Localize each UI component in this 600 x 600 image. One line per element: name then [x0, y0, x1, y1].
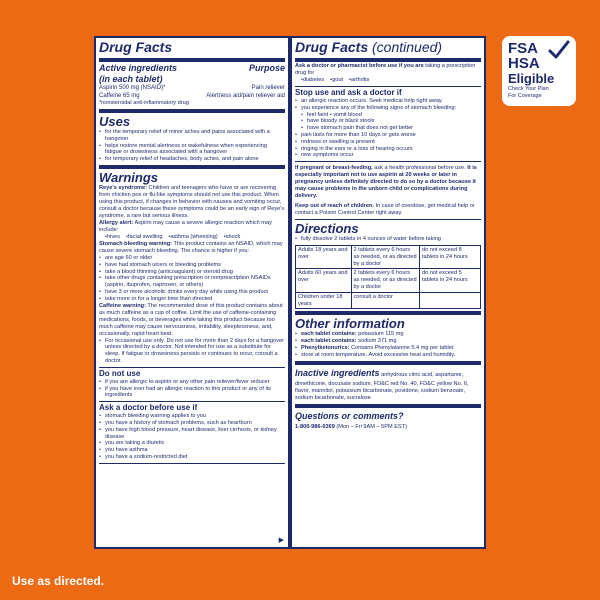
list-item: • you are taking a diuretic [99, 440, 285, 447]
table-cell: 2 tablets every 6 hours as needed, or as directed by a doctor [351, 269, 419, 292]
list-item: • facial swelling [126, 234, 162, 241]
ask-doctor-title: Ask a doctor before use if [99, 403, 198, 413]
other-info-bold: each tablet contains: [301, 331, 357, 338]
table-cell: Adults 60 years and over [296, 269, 352, 292]
list-item: • take more or for a longer time than directed [99, 296, 285, 303]
list-item: • shock [224, 234, 241, 241]
ask-pharmacist-rest: taking a prescription drug for [295, 63, 476, 76]
list-item: • you have a sodium-restricted diet [99, 454, 285, 461]
list-item: • helps restore mental alertness or wakefulness when experiencing fatigue or drowsiness associated with a hangover [99, 143, 285, 157]
stomach-text: This product contains an NSAID, which may cause severe stomach bleeding. The chance is higher if you: [99, 240, 283, 254]
other-info-text: potassium 115 mg [358, 331, 404, 338]
check-plan-text: Check Your Plan [508, 86, 549, 92]
ask-pharmacist-section [295, 62, 481, 87]
list-item: • ringing in the ears or a loss of hearing occurs [295, 146, 481, 153]
questions-section [295, 408, 481, 433]
ingredient-name: Aspirin 500 mg (NSAID)* [99, 85, 166, 91]
drug-facts-right-panel [290, 36, 486, 549]
caffeine-text: The recommended dose of this product contains about as much caffeine as a cup of coffee. Limit the use of caffeine-containing medications, foods, or beverages while taking this product because too much caffeine may cause nervousness, irritability, sleeplessness, and, occasionally, rapid heart beat. [99, 302, 283, 337]
directions-section [295, 220, 481, 315]
list-item: • you have asthma [99, 447, 285, 454]
list-item: • you have high blood pressure, heart disease, liver cirrhosis, or kidney disease [99, 427, 285, 441]
right-title-section [295, 38, 481, 62]
allergy-text: Aspirin may cause a severe allergic reaction which may include: [99, 219, 272, 233]
fsa-label: FSA [508, 40, 538, 57]
ask-pharmacist-list [295, 77, 481, 84]
drug-facts-title: Drug Facts [99, 39, 173, 55]
pregnancy-text: ask a health professional before use. [374, 165, 466, 172]
table-cell [419, 292, 480, 309]
stop-use-list [295, 98, 481, 159]
list-item: • you have a history of stomach problems, such as heartburn [99, 420, 285, 427]
list-item: • asthma (wheezing) [169, 234, 218, 241]
pregnancy-warning [295, 165, 481, 200]
list-item: • take other drugs containing prescription or nonprescription NSAIDs (aspirin, ibuprofen, naproxen, or others) [99, 275, 285, 289]
list-item: • have 3 or more alcoholic drinks every day while using this product [99, 289, 285, 296]
reye-text: Children and teenagers who have or are recovering from chicken pox or flu-like symptoms should not use this product. When using this product, if changes in behavior with nausea and vomiting occur, consult a doctor because these symptoms could be an early sign of Reye's syndrome, a rare but serious illness. [99, 184, 285, 219]
list-item: • have bloody or black stools [301, 118, 481, 125]
inactive-ingredients [295, 366, 481, 402]
directions-table [295, 245, 481, 309]
allergy-label: Allergy alert: [99, 219, 134, 226]
ingredient-row [99, 85, 285, 93]
ingredient-row [99, 93, 285, 101]
drug-facts-title: Drug Facts [295, 39, 369, 55]
list-item: • hives [105, 234, 120, 241]
active-ingredients-label: Active ingredients [99, 63, 178, 73]
inactive-text: anhydrous citric acid, aspartame, dimethicone, docusate sodium, FD&C red No. 40, FD&C yellow No. 6, flavor, mannitol, potassium bicarbonate, povidone, sodium benzoate, sodium bicarbonate, sucralose [295, 371, 469, 401]
ask-doctor-section [99, 402, 285, 464]
purpose-label: Purpose [248, 63, 285, 73]
allergy-list [99, 234, 285, 241]
uses-list [99, 129, 285, 163]
list-item: • you experience any of the following signs of stomach bleeding: [295, 105, 481, 112]
active-ingredients-sub: (in each tablet) [99, 74, 163, 84]
list-item: • are age 60 or older [99, 255, 285, 262]
table-cell: 2 tablets every 6 hours as needed, or as directed by a doctor [351, 245, 419, 268]
allergy-alert [99, 220, 285, 234]
other-info-section [295, 315, 481, 364]
inactive-ingredients-section [295, 365, 481, 408]
table-cell: do not exceed 5 tablets in 24 hours [419, 269, 480, 292]
stop-use-section [295, 87, 481, 162]
list-item [295, 345, 481, 352]
coverage-text: For Coverage [508, 92, 542, 99]
list-item: • feel faint • vomit blood [301, 112, 481, 119]
fsa-hsa-eligible-badge [502, 36, 576, 106]
questions-title: Questions or comments? [295, 410, 404, 421]
pregnancy-bold: If pregnant or breast-feeding, [295, 165, 373, 172]
caffeine-warning [99, 303, 285, 338]
stomach-warning [99, 241, 285, 255]
other-info-bold: Phenylketonurics: [301, 344, 350, 351]
do-not-use-section [99, 368, 285, 402]
ingredient-purpose: Pain reliever [251, 85, 285, 91]
do-not-use-list [99, 379, 285, 399]
uses-title: Uses [99, 114, 131, 129]
ask-pharmacist-bold: Ask a doctor or pharmacist before use if you are [295, 63, 424, 69]
continued-label: (continued) [372, 39, 443, 55]
list-item: • take a blood thinning (anticoagulant) or steroid drug [99, 269, 285, 276]
stop-use-title: Stop use and ask a doctor if [295, 88, 402, 97]
list-item: • if you have ever had an allergic reaction to this product or any of its ingredients [99, 386, 285, 400]
list-item: • if you are allergic to aspirin or any other pain reliever/fever reducer [99, 379, 285, 386]
list-item: • arthritis [349, 77, 369, 84]
list-item [295, 331, 481, 338]
continue-arrow-icon: ▶ [278, 537, 284, 544]
table-cell: Adults 18 years and over [296, 245, 352, 268]
use-as-directed-caption: Use as directed. [12, 574, 105, 588]
stomach-label: Stomach bleeding warning: [99, 240, 173, 247]
inactive-title: Inactive ingredients [295, 367, 380, 378]
list-item: • redness or swelling is present [295, 139, 481, 146]
list-item: • diabetes [301, 77, 324, 84]
directions-list [295, 236, 481, 243]
table-cell: Children under 18 years [296, 292, 352, 309]
left-title-section [99, 38, 285, 62]
uses-section [99, 113, 285, 169]
phone-number: 1-800-986-0369 [295, 423, 335, 430]
list-item: • for temporary relief of headaches, body aches, and pain alone [99, 156, 285, 163]
list-item: • stomach bleeding warning applies to you [99, 413, 285, 420]
list-item [295, 338, 481, 345]
table-cell: do not exceed 8 tablets in 24 hours [419, 245, 480, 268]
keep-out-text: In case of overdose, get medical help or contact a Poison Control Center right away. [295, 203, 475, 217]
contact-line [295, 424, 481, 431]
drug-facts-continued-title [295, 39, 481, 56]
list-item: • new symptoms occur [295, 152, 481, 159]
warnings-section [99, 169, 285, 368]
phone-hours: (Mon – Fri 9AM – 5PM EST) [336, 423, 407, 430]
other-info-text: store at room temperature. Avoid excessive heat and humidity. [301, 351, 456, 358]
table-row [296, 245, 481, 268]
hsa-label: HSA [508, 55, 540, 72]
list-item: • gout [330, 77, 343, 84]
stomach-list [99, 255, 285, 303]
other-info-list [295, 331, 481, 358]
eligible-label: Eligible [508, 71, 555, 86]
active-ingredients-section [99, 62, 285, 113]
reye-label: Reye's syndrome: [99, 184, 147, 191]
checkmark-icon [548, 40, 570, 60]
other-info-title: Other information [295, 316, 405, 332]
list-item: • pain lasts for more than 10 days or gets worse [295, 132, 481, 139]
other-info-bold: each tablet contains: [301, 338, 357, 345]
caffeine-label: Caffeine warning: [99, 302, 146, 309]
list-item [295, 352, 481, 359]
list-item: • fully dissolve 2 tablets in 4 ounces of water before taking [295, 236, 481, 243]
caffeine-list [99, 338, 285, 365]
pregnancy-section [295, 162, 481, 220]
reye-warning [99, 185, 285, 220]
other-info-text: sodium 371 mg [358, 338, 397, 345]
keep-out-bold: Keep out of reach of children. [295, 203, 374, 210]
nsaid-note: *nonsteroidal anti-inflammatory drug [99, 100, 189, 106]
directions-title: Directions [295, 221, 359, 237]
ingredient-purpose: Alertness aid/pain reliever aid [206, 92, 285, 99]
list-item: • have had stomach ulcers or bleeding problems [99, 262, 285, 269]
drug-facts-left-panel [94, 36, 290, 549]
ingredient-name: Caffeine 65 mg [99, 92, 140, 99]
keep-out-warning [295, 203, 481, 217]
table-cell: consult a doctor [351, 292, 419, 309]
warnings-title: Warnings [99, 169, 158, 185]
list-item: • for the temporary relief of minor aches and pains associated with a hangover [99, 129, 285, 143]
active-ingredients-header [99, 63, 285, 74]
ask-pharmacist-text [295, 63, 481, 77]
table-row [296, 292, 481, 309]
list-item: • an allergic reaction occurs. Seek medical help right away. [295, 98, 481, 105]
other-info-text: Contains Phenylalanine 5.4 mg per tablet [351, 344, 454, 351]
ask-doctor-list [99, 413, 285, 461]
pregnancy-bold-2: It is especially important not to use aspirin at 20 weeks or later in pregnancy unless definitely directed to do so by a doctor because it may cause problems in the unborn child or complications during delivery. [295, 165, 477, 200]
do-not-use-title: Do not use [99, 368, 141, 378]
table-row [296, 269, 481, 292]
list-item: • For occasional use only. Do not use for more than 2 days for a hangover unless directed by a doctor. Not intended for use as a substitute for sleep. If fatigue or drowsiness persists or continues to recur, consult a doctor. [99, 338, 285, 365]
list-item: • have stomach pain that does not get better [301, 125, 481, 132]
